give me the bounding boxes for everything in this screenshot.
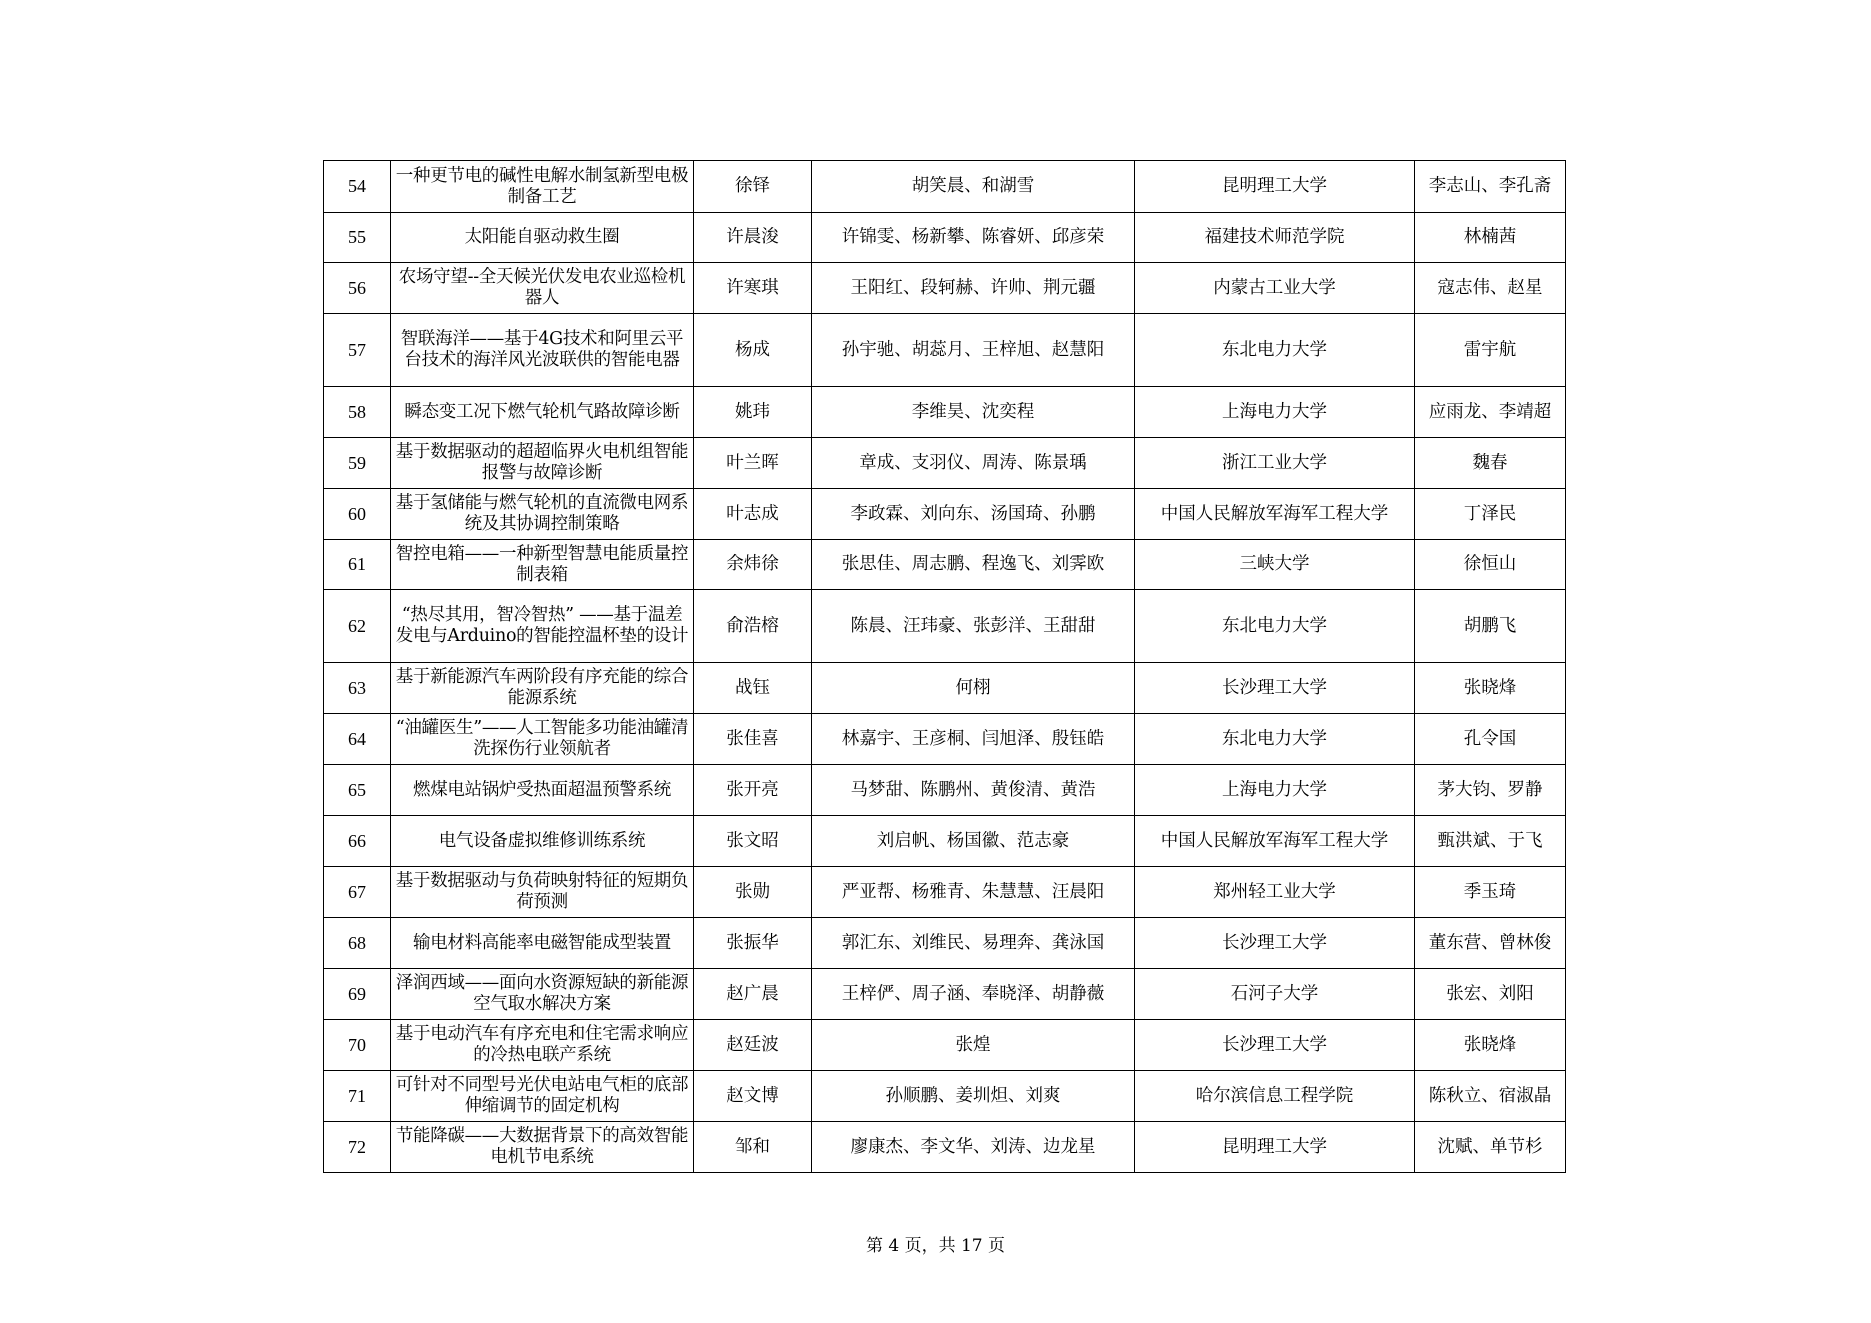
advisor-cell: 张宏、刘阳: [1415, 969, 1566, 1020]
serial-number-cell: 62: [324, 590, 391, 663]
table-row: [324, 969, 1566, 1020]
school-cell: 浙江工业大学: [1135, 438, 1415, 489]
award-table: [323, 160, 1566, 1173]
school-cell: 石河子大学: [1135, 969, 1415, 1020]
project-title-cell: 瞬态变工况下燃气轮机气路故障诊断: [391, 387, 694, 438]
team-leader-cell: 杨成: [694, 314, 812, 387]
advisor-cell: 魏春: [1415, 438, 1566, 489]
table-row: [324, 765, 1566, 816]
team-members-cell: 严亚帮、杨雅青、朱慧慧、汪晨阳: [812, 867, 1135, 918]
team-leader-cell: 赵广晨: [694, 969, 812, 1020]
team-leader-cell: 张佳喜: [694, 714, 812, 765]
team-leader-cell: 赵廷波: [694, 1020, 812, 1071]
serial-number-cell: 64: [324, 714, 391, 765]
table-row: [324, 387, 1566, 438]
advisor-cell: 丁泽民: [1415, 489, 1566, 540]
table-row: [324, 314, 1566, 387]
table-row: [324, 714, 1566, 765]
team-members-cell: 王阳红、段轲赫、许帅、荆元疆: [812, 263, 1135, 314]
table-row: [324, 438, 1566, 489]
team-leader-cell: 战钰: [694, 663, 812, 714]
table-body: [324, 161, 1566, 1173]
serial-number-cell: 55: [324, 213, 391, 263]
team-members-cell: 廖康杰、李文华、刘涛、边龙星: [812, 1122, 1135, 1173]
advisor-cell: 甄洪斌、于飞: [1415, 816, 1566, 867]
school-cell: 福建技术师范学院: [1135, 213, 1415, 263]
school-cell: 中国人民解放军海军工程大学: [1135, 489, 1415, 540]
project-title-cell: 基于新能源汽车两阶段有序充能的综合能源系统: [391, 663, 694, 714]
project-title-cell: 节能降碳——大数据背景下的高效智能电机节电系统: [391, 1122, 694, 1173]
team-leader-cell: 邹和: [694, 1122, 812, 1173]
table-row: [324, 816, 1566, 867]
serial-number-cell: 54: [324, 161, 391, 213]
team-members-cell: 陈晨、汪玮豪、张彭洋、王甜甜: [812, 590, 1135, 663]
team-leader-cell: 赵文博: [694, 1071, 812, 1122]
advisor-cell: 徐恒山: [1415, 540, 1566, 590]
school-cell: 昆明理工大学: [1135, 161, 1415, 213]
serial-number-cell: 57: [324, 314, 391, 387]
advisor-cell: 林楠茜: [1415, 213, 1566, 263]
serial-number-cell: 58: [324, 387, 391, 438]
project-title-cell: 太阳能自驱动救生圈: [391, 213, 694, 263]
advisor-cell: 张晓烽: [1415, 1020, 1566, 1071]
team-leader-cell: 俞浩榕: [694, 590, 812, 663]
table-row: [324, 540, 1566, 590]
team-members-cell: 林嘉宇、王彦桐、闫旭泽、殷钰皓: [812, 714, 1135, 765]
table-row: [324, 213, 1566, 263]
team-members-cell: 胡笑晨、和湖雪: [812, 161, 1135, 213]
table-row: [324, 161, 1566, 213]
team-leader-cell: 许晨浚: [694, 213, 812, 263]
advisor-cell: 茅大钧、罗静: [1415, 765, 1566, 816]
school-cell: 东北电力大学: [1135, 714, 1415, 765]
team-members-cell: 郭汇东、刘维民、易理奔、龚泳国: [812, 918, 1135, 969]
page-footer: [0, 1231, 1871, 1256]
team-members-cell: 李政霖、刘向东、汤国琦、孙鹏: [812, 489, 1135, 540]
page-number-text: 第 4 页，共 17 页: [865, 1236, 1006, 1256]
table-row: [324, 590, 1566, 663]
team-members-cell: 孙顺鹏、姜圳炟、刘爽: [812, 1071, 1135, 1122]
school-cell: 上海电力大学: [1135, 387, 1415, 438]
advisor-cell: 李志山、李孔斋: [1415, 161, 1566, 213]
team-members-cell: 孙宇驰、胡蕊月、王梓旭、赵慧阳: [812, 314, 1135, 387]
team-members-cell: 马梦甜、陈鹏州、黄俊清、黄浩: [812, 765, 1135, 816]
project-title-cell: 可针对不同型号光伏电站电气柜的底部伸缩调节的固定机构: [391, 1071, 694, 1122]
project-title-cell: 输电材料高能率电磁智能成型装置: [391, 918, 694, 969]
advisor-cell: 雷宇航: [1415, 314, 1566, 387]
project-title-cell: 智控电箱——一种新型智慧电能质量控制表箱: [391, 540, 694, 590]
school-cell: 上海电力大学: [1135, 765, 1415, 816]
team-members-cell: 张煌: [812, 1020, 1135, 1071]
serial-number-cell: 61: [324, 540, 391, 590]
team-leader-cell: 姚玮: [694, 387, 812, 438]
team-members-cell: 章成、支羽仪、周涛、陈景瑀: [812, 438, 1135, 489]
project-title-cell: 基于数据驱动与负荷映射特征的短期负荷预测: [391, 867, 694, 918]
serial-number-cell: 65: [324, 765, 391, 816]
serial-number-cell: 71: [324, 1071, 391, 1122]
advisor-cell: 寇志伟、赵星: [1415, 263, 1566, 314]
team-leader-cell: 张振华: [694, 918, 812, 969]
serial-number-cell: 69: [324, 969, 391, 1020]
team-members-cell: 刘启帆、杨国徽、范志豪: [812, 816, 1135, 867]
table-row: [324, 489, 1566, 540]
advisor-cell: 季玉琦: [1415, 867, 1566, 918]
serial-number-cell: 60: [324, 489, 391, 540]
school-cell: 哈尔滨信息工程学院: [1135, 1071, 1415, 1122]
team-leader-cell: 许寒琪: [694, 263, 812, 314]
project-title-cell: 燃煤电站锅炉受热面超温预警系统: [391, 765, 694, 816]
school-cell: 长沙理工大学: [1135, 918, 1415, 969]
team-leader-cell: 叶志成: [694, 489, 812, 540]
team-leader-cell: 徐铎: [694, 161, 812, 213]
school-cell: 长沙理工大学: [1135, 663, 1415, 714]
project-title-cell: 基于电动汽车有序充电和住宅需求响应的冷热电联产系统: [391, 1020, 694, 1071]
school-cell: 郑州轻工业大学: [1135, 867, 1415, 918]
table-row: [324, 1122, 1566, 1173]
table-row: [324, 918, 1566, 969]
advisor-cell: 董东营、曾林俊: [1415, 918, 1566, 969]
serial-number-cell: 56: [324, 263, 391, 314]
serial-number-cell: 70: [324, 1020, 391, 1071]
project-title-cell: 泽润西域——面向水资源短缺的新能源空气取水解决方案: [391, 969, 694, 1020]
advisor-cell: 陈秋立、宿淑晶: [1415, 1071, 1566, 1122]
school-cell: 昆明理工大学: [1135, 1122, 1415, 1173]
team-leader-cell: 余炜徐: [694, 540, 812, 590]
serial-number-cell: 72: [324, 1122, 391, 1173]
table-row: [324, 867, 1566, 918]
school-cell: 东北电力大学: [1135, 590, 1415, 663]
team-leader-cell: 张勋: [694, 867, 812, 918]
table-row: [324, 263, 1566, 314]
school-cell: 东北电力大学: [1135, 314, 1415, 387]
advisor-cell: 应雨龙、李靖超: [1415, 387, 1566, 438]
school-cell: 三峡大学: [1135, 540, 1415, 590]
table-row: [324, 663, 1566, 714]
school-cell: 中国人民解放军海军工程大学: [1135, 816, 1415, 867]
table-row: [324, 1020, 1566, 1071]
school-cell: 长沙理工大学: [1135, 1020, 1415, 1071]
project-title-cell: “油罐医生”——人工智能多功能油罐清洗探伤行业领航者: [391, 714, 694, 765]
project-title-cell: 电气设备虚拟维修训练系统: [391, 816, 694, 867]
team-members-cell: 王梓俨、周子涵、奉晓泽、胡静薇: [812, 969, 1135, 1020]
team-leader-cell: 张文昭: [694, 816, 812, 867]
serial-number-cell: 66: [324, 816, 391, 867]
advisor-cell: 张晓烽: [1415, 663, 1566, 714]
project-title-cell: 基于氢储能与燃气轮机的直流微电网系统及其协调控制策略: [391, 489, 694, 540]
advisor-cell: 胡鹏飞: [1415, 590, 1566, 663]
project-title-cell: “热尽其用，智冷智热” ——基于温差发电与Arduino的智能控温杯垫的设计: [391, 590, 694, 663]
team-members-cell: 李维昊、沈奕程: [812, 387, 1135, 438]
serial-number-cell: 68: [324, 918, 391, 969]
advisor-cell: 沈赋、单节杉: [1415, 1122, 1566, 1173]
project-title-cell: 一种更节电的碱性电解水制氢新型电极制备工艺: [391, 161, 694, 213]
team-members-cell: 许锦雯、杨新攀、陈睿妍、邱彦荣: [812, 213, 1135, 263]
team-members-cell: 何栩: [812, 663, 1135, 714]
serial-number-cell: 59: [324, 438, 391, 489]
team-leader-cell: 叶兰晖: [694, 438, 812, 489]
advisor-cell: 孔令国: [1415, 714, 1566, 765]
team-members-cell: 张思佳、周志鹏、程逸飞、刘霁欧: [812, 540, 1135, 590]
project-title-cell: 智联海洋——基于4G技术和阿里云平台技术的海洋风光波联供的智能电器: [391, 314, 694, 387]
project-title-cell: 基于数据驱动的超超临界火电机组智能报警与故障诊断: [391, 438, 694, 489]
table-row: [324, 1071, 1566, 1122]
project-title-cell: 农场守望--全天候光伏发电农业巡检机器人: [391, 263, 694, 314]
serial-number-cell: 63: [324, 663, 391, 714]
school-cell: 内蒙古工业大学: [1135, 263, 1415, 314]
team-leader-cell: 张开亮: [694, 765, 812, 816]
serial-number-cell: 67: [324, 867, 391, 918]
